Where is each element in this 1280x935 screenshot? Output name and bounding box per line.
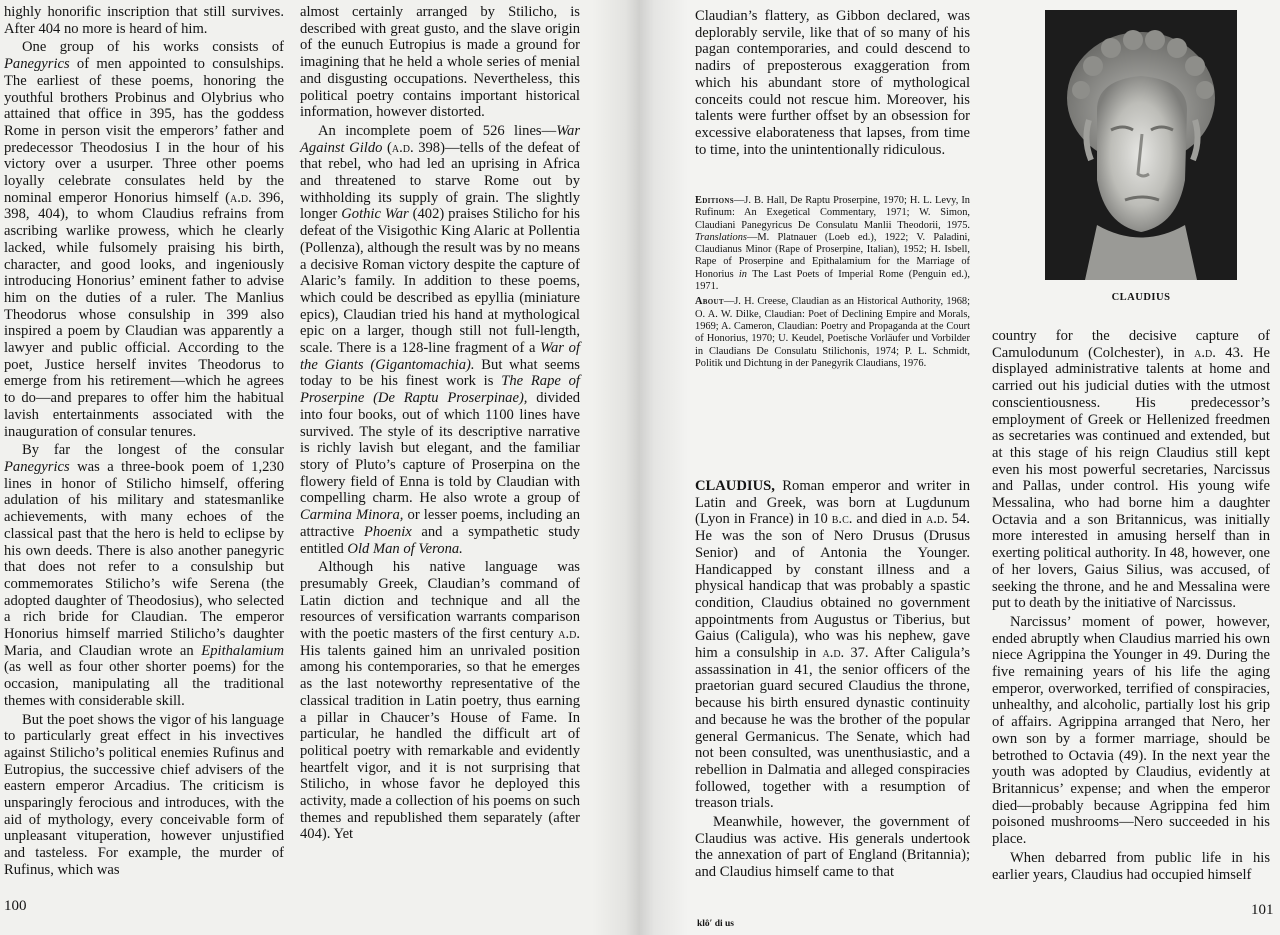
portrait-caption: CLAUDIUS: [1111, 292, 1171, 303]
editions-text: —J. B. Hall, De Raptu Proserpine, 1970; H. L. Levy, In Rufinum: An Exegetical Commentary, 1971; W. Simon, Claudiani Panegyricus De Consulatu Manlii Theodorii, 1975. Translations—M. Platnauer (Loeb ed.), 1922; V. Paladini, Claudianus Minor (Rape of Proserpine, Italian), 1952; H. Isbell, Rape of Proserpine and Epithalamium for the Marriage of Honorius in The Last Poets of Imperial Rome (Penguin ed.), 1971.: [695, 195, 970, 293]
paragraph: One group of his works consists of Panegyrics of men appointed to consulships. The earliest of these poems, honoring the youthful brothers Probinus and Olybrius who attained that office in 395, has the goddess Rome in person visit the emperors’ father and predecessor Theodosius I in the hour of his victory over a usurper. Three other poems loyally celebrate consulates held by the nominal emperor Honorius himself (a.d. 396, 398, 404), to whom Claudius refrains from ascribing warlike prowess, which he clearly lacked, while fulsomely praising his birth, character, and good looks, and ingeniously introducing Honorius’ eminent father to advise him on the duties of a ruler. The Manlius Theodorus whose consulship in 399 also inspired a poem by Claudian was apparently a lawyer and public official. According to the poet, Justice herself invites Theodorus to emerge from his retirement—which he agrees to do—and prepares to offer him the habitual lavish entertainments associated with the inauguration of consular tenures.: [4, 39, 284, 440]
paragraph: Claudian’s flattery, as Gibbon declared, was deplorably servile, like that of so many of his pagan contemporaries, and could descend to nadirs of preposterous exaggeration from which his abundant store of mythological conceits could not rescue him. Moreover, his talents were further offset by an obsession for excessive elaborateness that lapses, from time to time, into the unintentionally ridiculous.: [695, 8, 970, 158]
paragraph: country for the decisive capture of Camulodunum (Colchester), in a.d. 43. He displayed administrative talents at home and carried out his judicial duties with the utmost conscientiousness. His predecessor’s employment of Greek or Hellenized freedmen as secretaries was continued and extended, but at this stage of his reign Claudius still kept even his most powerful secretaries, Narcissus and Pallas, under control. His young wife Messalina, who had borne him a daughter Octavia and a son Britannicus, was initially more interested in amusing herself than in exerting political authority. In 48, however, one of her lovers, Gaius Silius, was accused, of seeking the throne, and he and Messalina were put to death by the initiative of Narcissus.: [992, 328, 1270, 612]
paragraph: By far the longest of the consular Panegyrics was a three-book poem of 1,230 lines in honor of Stilicho himself, offering adulation of his military and statesmanlike achievements, with many echoes of the classical past that the hero is held to eclipse by his own deeds. There is also another panegyric that does not refer to a consulship but commemorates Stilicho’s wife Serena (the adopted daughter of Theodosius), who selected a rich bride for Claudian. The emperor Honorius himself married Stilicho’s daughter Maria, and Claudian wrote an Epithalamium (as well as four other shorter poems) for the occasion, manipulating all the traditional themes with considerable skill.: [4, 442, 284, 709]
paragraph: When debarred from public life in his earlier years, Claudius had occupied himself: [992, 849, 1270, 883]
editions-entry: [695, 195, 970, 293]
right-column-1-bottom: [695, 478, 970, 881]
bibliography: [695, 195, 970, 370]
claudius-portrait-image: [1045, 10, 1237, 280]
pronunciation-guide: klô′ di us: [697, 919, 734, 929]
about-entry: [695, 296, 970, 370]
paragraph: An incomplete poem of 526 lines—War Against Gildo (a.d. 398)—tells of the defeat of that rebel, who had led an uprising in Africa and threatened to starve Rome out by withholding its supply of grain. The slightly longer Gothic War (402) praises Stilicho for his defeat of the Visigothic King Alaric at Pollentia (Pollenza), although the result was by no means a decisive Roman victory despite the capture of Alaric’s family. In addition to these poems, which could be described as epyllia (miniature epics), Claudian tried his hand at mythological epic on a larger, though still not full-length, scale. There is a 128-line fragment of a War of the Giants (Gigantomachia). But what seems today to be his finest work is The Rape of Proserpine (De Raptu Proserpinae), divided into four books, out of which 1100 lines have survived. The style of its descriptive narrative is richly lavish but elegant, and the familiar story of Pluto’s capture of Proserpina on the flowery field of Enna is told by Claudian with compelling charm. He also wrote a group of Carmina Minora, or lesser poems, including an attractive Phoenix and a sympathetic study entitled Old Man of Verona.: [300, 122, 580, 557]
left-column-2: [300, 4, 580, 843]
paragraph: CLAUDIUS, Roman emperor and writer in Latin and Greek, was born at Lugdunum (Lyon in France) in 10 b.c. and died in a.d. 54. He was the son of Nero Drusus (Drusus Senior) and of Antonia the Younger. Handicapped by constant illness and a physical handicap that was probably a spastic condition, Claudius obtained no government appointments from Augustus or Tiberius, but Gaius (Caligula), who was his nephew, gave him a consulship in a.d. 37. After Caligula’s assassination in 41, the senior officers of the praetorian guard secured Claudius the throne, because his birth ensured dynastic continuity and because he was the brother of the popular general Germanicus. The Senate, which had not been consulted, was unenthusiastic, and a rebellion in Dalmatia and alleged conspiracies followed, together with a resumption of treason trials.: [695, 478, 970, 812]
paragraph: Although his native language was presumably Greek, Claudian’s command of Latin diction and technique and all the resources of versification warrants comparison with the poetic masters of the first century a.d. His talents gained him an unrivaled position among his contemporaries, so that he emerges as the last noteworthy representative of the classical tradition in Latin poetry, thus earning a pillar in Chaucer’s House of Fame. In particular, he handled the difficult art of political poetry with remarkable and evidently heartfelt vigor, and it is not surprising that Stilicho, in whose favor he deployed this activity, made a collection of his poems on such themes and republished them separately (after 404). Yet: [300, 559, 580, 843]
paragraph: Meanwhile, however, the government of Claudius was active. His generals undertook the annexation of part of England (Britannia); and Claudius himself came to that: [695, 814, 970, 881]
page-number-right: 101: [1251, 902, 1274, 918]
right-page: [640, 0, 1280, 935]
paragraph: highly honorific inscription that still survives. After 404 no more is heard of him.: [4, 4, 284, 37]
page-number-left: 100: [4, 898, 27, 914]
about-label: About: [695, 296, 724, 308]
paragraph: almost certainly arranged by Stilicho, is described with great gusto, and the slave origin of the eunuch Eutropius is made a ground for imagining that he held a whole series of menial and disgusting occupations. Nevertheless, this political poetry contains important historical information, however distorted.: [300, 4, 580, 121]
editions-label: Editions: [695, 195, 734, 206]
right-column-2: [992, 328, 1270, 883]
left-column-1: [4, 4, 284, 879]
paragraph: Narcissus’ moment of power, however, ended abruptly when Claudius married his own niece Agrippina the Younger in 49. During the five remaining years of his life the aging emperor, overworked, terrified of conspiracies, unhealthy, and alcoholic, partially lost his grip of affairs. Agrippina arranged that Nero, her own son by a former marriage, should be betrothed to Octavia (49). In the next year the youth was adopted by Claudius, evidently at Britannicus’ expense; and when the emperor died—probably because Agrippina fed him poisoned mushrooms—Nero succeeded in his place.: [992, 613, 1270, 848]
paragraph: But the poet shows the vigor of his language to particularly great effect in his invectives against Stilicho’s political enemies Rufinus and Eutropius, the successive chief advisers of the eastern emperor Arcadius. The criticism is unsparingly ferocious and introduces, with the aid of mythology, every conceivable form of unpleasant vituperation, however unjustified and tasteless. For example, the murder of Rufinus, which was: [4, 711, 284, 878]
right-column-1-top: [695, 8, 970, 158]
about-text: —J. H. Creese, Claudian as an Historical Authority, 1968; O. A. W. Dilke, Claudian: Poet of Declining Empire and Morals, 1969; A. Cameron, Claudian: Poetry and Propaganda at the Court of Honorius, 1970; U. Keudel, Poetische Vorläufer und Vorbilder in Claudians De Consulatu Stilichonis, 1974; P. L. Schmidt, Politik und Dichtung in der Panegyrik Claudians, 1976.: [695, 296, 970, 369]
book-gutter: [592, 0, 688, 935]
bust-illustration: [1045, 10, 1237, 280]
